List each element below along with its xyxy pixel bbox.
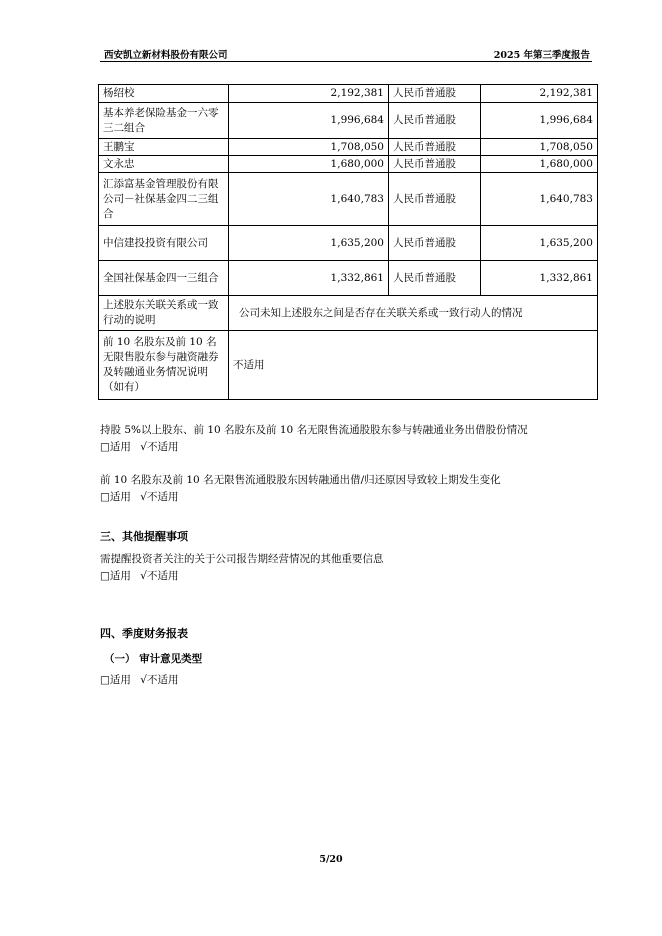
holder-shares: 2,192,381: [229, 85, 389, 103]
share-count: 1,635,200: [481, 226, 598, 261]
relation-label: 上述股东关联关系或一致行动的说明: [99, 296, 229, 331]
section3-title: 三、其他提醒事项: [100, 530, 188, 543]
share-type: 人民币普通股: [389, 139, 481, 156]
page-number: 5/20: [319, 854, 343, 865]
table-row: [99, 226, 598, 261]
holder-name: 王鹏宝: [99, 139, 229, 156]
margin-value: 不适用: [229, 331, 598, 400]
share-count: 1,332,861: [481, 261, 598, 296]
holder-name: 基本养老保险基金一六零三二组合: [99, 103, 229, 139]
option-apply: □适用: [100, 441, 131, 453]
table-row: [99, 156, 598, 173]
section4-sub: （一） 审计意见类型: [104, 653, 203, 665]
section4-title: 四、季度财务报表: [100, 627, 188, 640]
share-count: 1,680,000: [481, 156, 598, 173]
holder-shares: 1,332,861: [229, 261, 389, 296]
table-row: [99, 331, 598, 400]
share-type: 人民币普通股: [389, 261, 481, 296]
share-type: 人民币普通股: [389, 173, 481, 226]
holder-shares: 1,640,783: [229, 173, 389, 226]
page-header: [100, 45, 592, 62]
holder-name: 中信建投投资有限公司: [99, 226, 229, 261]
share-count: 1,640,783: [481, 173, 598, 226]
share-type: 人民币普通股: [389, 156, 481, 173]
holder-name: 全国社保基金四一三组合: [99, 261, 229, 296]
option-na: √不适用: [140, 491, 179, 503]
shareholders-table: [98, 84, 598, 400]
relation-value: 公司未知上述股东之间是否存在关联关系或一致行动人的情况: [229, 296, 598, 331]
holder-name: 杨绍校: [99, 85, 229, 103]
table-row: [99, 103, 598, 139]
report-title: 2025 年第三季度报告: [493, 50, 590, 61]
company-name: 西安凯立新材料股份有限公司: [104, 50, 228, 61]
share-type: 人民币普通股: [389, 226, 481, 261]
share-count: 1,708,050: [481, 139, 598, 156]
holder-shares: 1,635,200: [229, 226, 389, 261]
share-count: 2,192,381: [481, 85, 598, 103]
option-na: √不适用: [140, 570, 179, 582]
holder-shares: 1,708,050: [229, 139, 389, 156]
table-row: [99, 173, 598, 226]
section3-options: [100, 568, 184, 584]
holder-name: 文永忠: [99, 156, 229, 173]
margin-label: 前 10 名股东及前 10 名无限售股东参与融资融券及转融通业务情况说明（如有）: [99, 331, 229, 400]
holder-name: 汇添富基金管理股份有限公司－社保基金四二三组合: [99, 173, 229, 226]
share-type: 人民币普通股: [389, 85, 481, 103]
option-apply: □适用: [100, 674, 131, 686]
holder-shares: 1,680,000: [229, 156, 389, 173]
share-count: 1,996,684: [481, 103, 598, 139]
table-row: [99, 261, 598, 296]
option-apply: □适用: [100, 570, 131, 582]
option-apply: □适用: [100, 491, 131, 503]
table-row: [99, 296, 598, 331]
lending-options: [100, 439, 184, 455]
audit-options: [100, 672, 184, 688]
change-text: 前 10 名股东及前 10 名无限售流通股股东因转融通出借/归还原因导致较上期发生变化: [100, 474, 501, 486]
option-na: √不适用: [140, 441, 179, 453]
table-row: [99, 85, 598, 103]
share-type: 人民币普通股: [389, 103, 481, 139]
lending-text: 持股 5%以上股东、前 10 名股东及前 10 名无限售流通股股东参与转融通业务出借股份情况: [100, 424, 528, 436]
table-row: [99, 139, 598, 156]
change-options: [100, 489, 184, 505]
option-na: √不适用: [140, 674, 179, 686]
section3-text: 需提醒投资者关注的关于公司报告期经营情况的其他重要信息: [100, 553, 384, 565]
holder-shares: 1,996,684: [229, 103, 389, 139]
